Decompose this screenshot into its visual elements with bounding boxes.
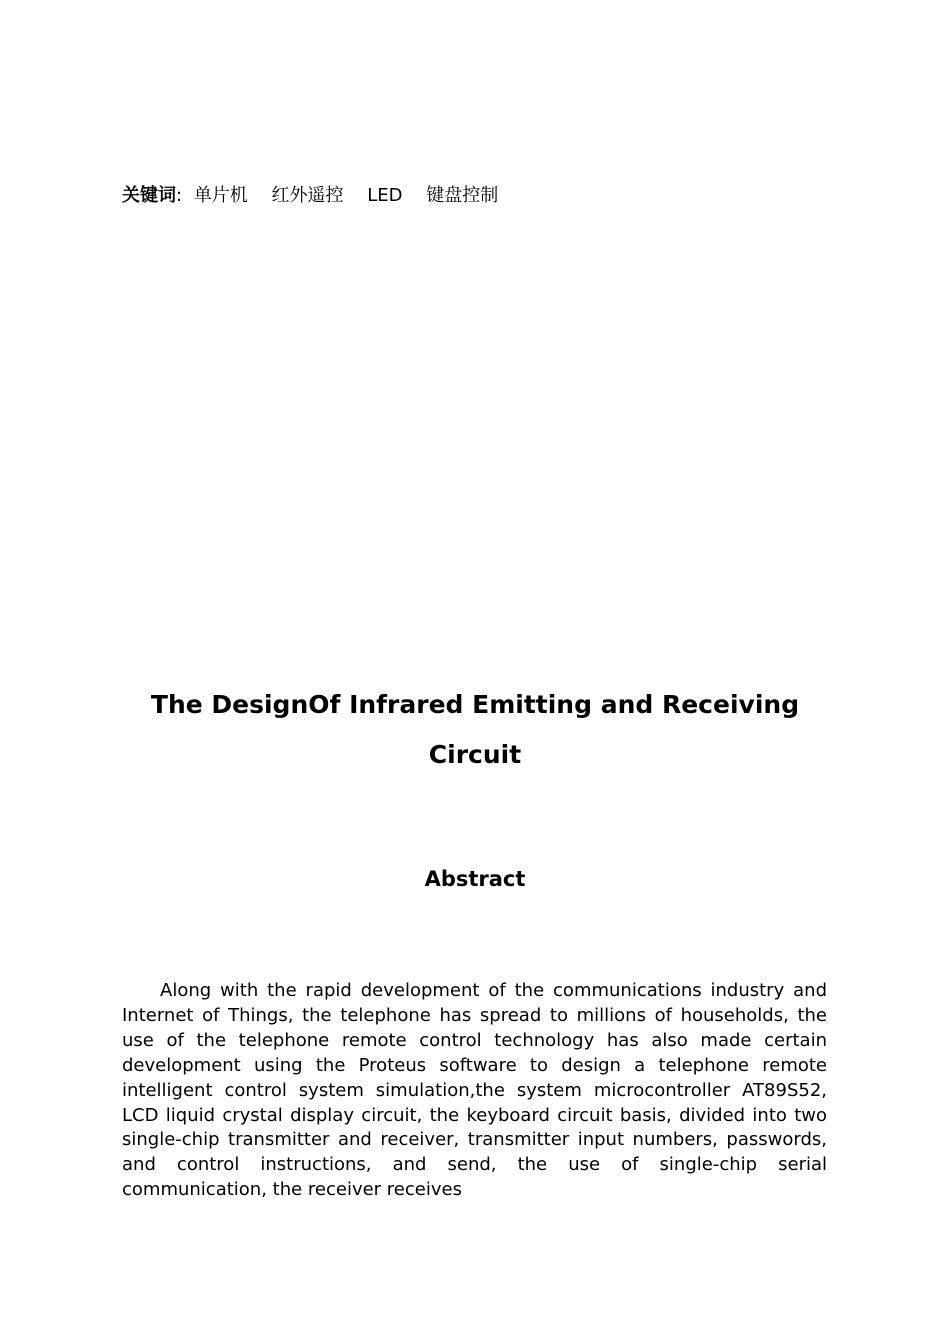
english-title (0, 680, 950, 780)
keywords-line (122, 182, 516, 210)
keyword-item: 键盘控制 (426, 185, 499, 206)
keyword-item: 单片机 (193, 185, 248, 206)
keywords-label: 关键词 (122, 185, 176, 206)
abstract-heading: Abstract (424, 867, 526, 891)
keywords-separator: : (176, 185, 183, 206)
abstract-body: Along with the rapid development of the communications industry and Internet of Things, the telephone has spread to millions of households, the use of the telephone remote control technology has also made certain development using the Proteus software to design a telephone remote intelligent control system simulation,the system microcontroller AT89S52, LCD liquid crystal display circuit, the keyboard circuit basis, divided into two single-chip transmitter and receiver, transmitter input numbers, passwords, and control instructions, and send, the use of single-chip serial communication, the receiver receives (122, 980, 827, 1201)
keyword-item: 红外遥控 (271, 185, 344, 206)
keyword-item: LED (367, 185, 403, 206)
title-line-1: The DesignOf Infrared Emitting and Receiving (150, 690, 800, 719)
title-line-2: Circuit (428, 740, 522, 769)
